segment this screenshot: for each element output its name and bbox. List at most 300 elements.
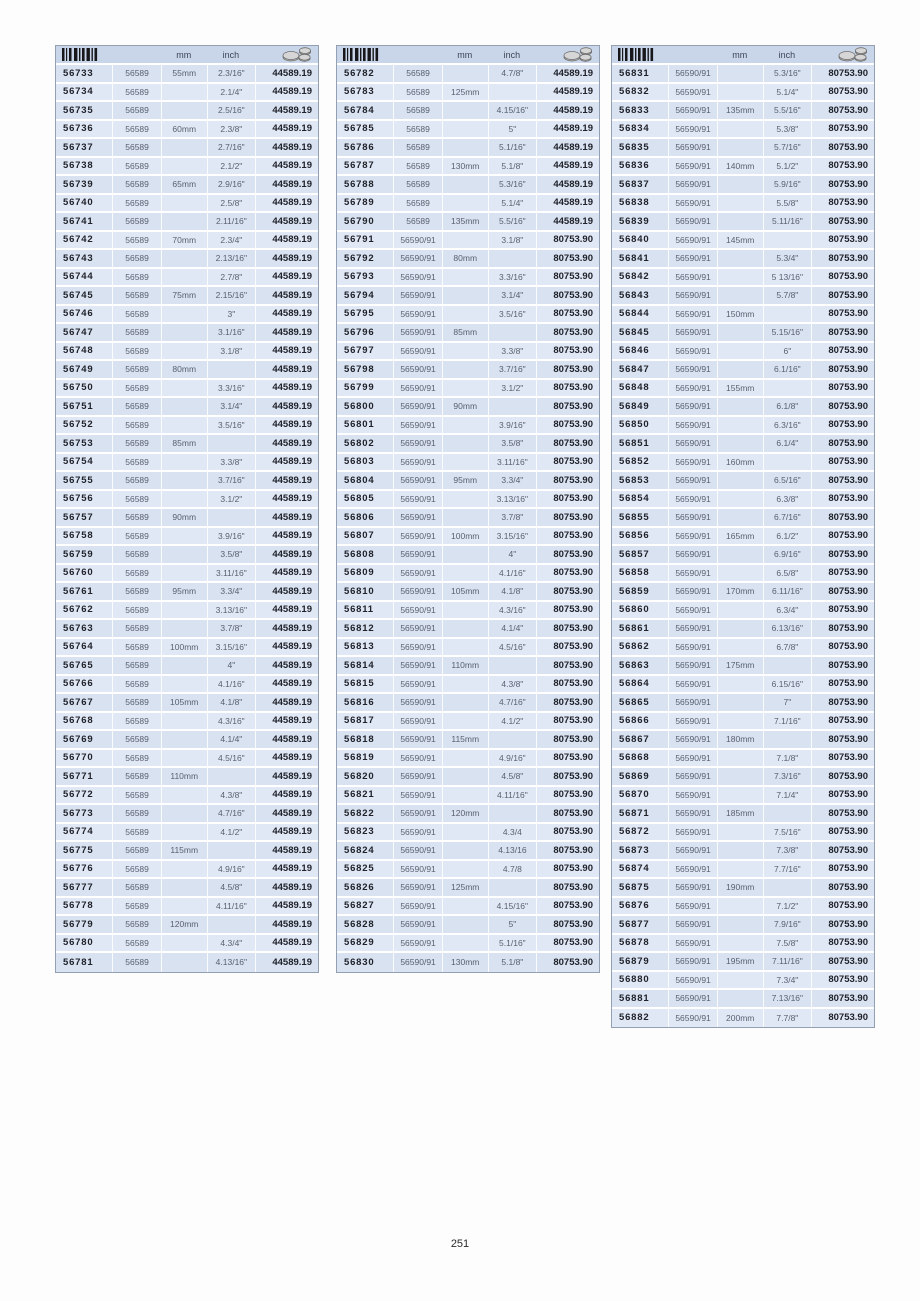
- table-row: [56, 343, 318, 362]
- price-cell: 80753.90: [811, 398, 874, 415]
- size-mm-cell: 185mm: [717, 805, 763, 822]
- table-row: [612, 158, 874, 177]
- size-inch-cell: 6.13/16": [763, 620, 811, 637]
- table-row: [56, 879, 318, 898]
- reference-cell: 56589: [112, 121, 160, 138]
- price-cell: 44589.19: [536, 84, 599, 101]
- size-mm-cell: 130mm: [442, 158, 488, 175]
- size-mm-cell: [442, 287, 488, 304]
- size-mm-cell: 200mm: [717, 1009, 763, 1028]
- reference-cell: 56590/91: [668, 287, 716, 304]
- price-cell: 80753.90: [811, 787, 874, 804]
- size-inch-cell: 5.3/16": [488, 176, 536, 193]
- reference-cell: 56589: [393, 195, 441, 212]
- table-row: [612, 990, 874, 1009]
- size-inch-cell: 5.3/16": [763, 65, 811, 82]
- table-row: [612, 787, 874, 806]
- reference-cell: 56590/91: [668, 213, 716, 230]
- size-inch-cell: [207, 842, 255, 859]
- item-number-cell: 56823: [344, 826, 375, 838]
- table-row: [56, 639, 318, 658]
- reference-cell: 56590/91: [668, 768, 716, 785]
- table-row: [337, 731, 599, 750]
- reference-cell: 56590/91: [668, 842, 716, 859]
- reference-cell: 56589: [112, 898, 160, 915]
- price-cell: 80753.90: [811, 287, 874, 304]
- reference-cell: 56590/91: [668, 602, 716, 619]
- size-inch-cell: 5.15/16": [763, 324, 811, 341]
- size-inch-cell: 6.15/16": [763, 676, 811, 693]
- size-inch-cell: 3.3/4": [488, 472, 536, 489]
- table-row: [337, 84, 599, 103]
- size-inch-cell: 4.13/16": [207, 953, 255, 972]
- size-mm-cell: [161, 324, 207, 341]
- item-number-cell: 56854: [619, 493, 650, 505]
- table-row: [337, 694, 599, 713]
- size-mm-cell: [717, 509, 763, 526]
- size-inch-cell: 2.1/2": [207, 158, 255, 175]
- size-mm-cell: 85mm: [442, 324, 488, 341]
- table-row: [612, 713, 874, 732]
- size-inch-cell: [488, 398, 536, 415]
- size-inch-cell: 4.1/16": [488, 565, 536, 582]
- table-row: [337, 121, 599, 140]
- size-inch-cell: 4.1/2": [488, 713, 536, 730]
- reference-cell: 56590/91: [393, 953, 441, 972]
- table-row: [337, 398, 599, 417]
- size-inch-cell: 3.1/8": [488, 232, 536, 249]
- price-cell: 44589.19: [255, 565, 318, 582]
- reference-cell: 56590/91: [393, 528, 441, 545]
- price-cell: 80753.90: [811, 879, 874, 896]
- price-cell: 80753.90: [811, 842, 874, 859]
- table-row: [56, 898, 318, 917]
- item-number-cell: 56742: [63, 234, 94, 246]
- item-number-cell: 56757: [63, 511, 94, 523]
- item-number-cell: 56881: [619, 992, 650, 1004]
- catalog-table-1: [55, 45, 319, 973]
- mm-column-header: mm: [176, 49, 192, 60]
- reference-cell: 56590/91: [393, 805, 441, 822]
- table-row: [56, 861, 318, 880]
- item-number-cell: 56859: [619, 585, 650, 597]
- price-cell: 80753.90: [811, 750, 874, 767]
- reference-cell: 56590/91: [668, 121, 716, 138]
- size-inch-cell: [763, 454, 811, 471]
- reference-cell: 56589: [112, 102, 160, 119]
- size-mm-cell: [442, 343, 488, 360]
- reference-cell: 56589: [393, 84, 441, 101]
- item-number-cell: 56760: [63, 567, 94, 579]
- price-cell: 80753.90: [811, 861, 874, 878]
- size-mm-cell: 105mm: [161, 694, 207, 711]
- table-row: [56, 694, 318, 713]
- size-inch-cell: 5.5/16": [763, 102, 811, 119]
- barcode-icon: [56, 46, 112, 63]
- reference-cell: 56589: [112, 509, 160, 526]
- size-inch-cell: [207, 435, 255, 452]
- size-mm-cell: 165mm: [717, 528, 763, 545]
- table-row: [56, 454, 318, 473]
- table-row: [56, 953, 318, 972]
- reference-cell: 56590/91: [393, 583, 441, 600]
- table-row: [612, 472, 874, 491]
- size-mm-cell: [442, 435, 488, 452]
- table-row: [56, 805, 318, 824]
- price-cell: 44589.19: [255, 935, 318, 952]
- table-row: [337, 158, 599, 177]
- size-mm-cell: [161, 935, 207, 952]
- size-mm-cell: [442, 935, 488, 952]
- size-inch-cell: 4.1/8": [207, 694, 255, 711]
- price-cell: 80753.90: [811, 417, 874, 434]
- table-row: [56, 731, 318, 750]
- size-inch-cell: 3.11/16": [207, 565, 255, 582]
- price-cell: 80753.90: [536, 472, 599, 489]
- size-mm-cell: 120mm: [442, 805, 488, 822]
- size-mm-cell: 80mm: [442, 250, 488, 267]
- item-number-cell: 56767: [63, 696, 94, 708]
- price-cell: 44589.19: [255, 454, 318, 471]
- price-cell: 80753.90: [811, 269, 874, 286]
- item-number-cell: 56745: [63, 289, 94, 301]
- table-row: [337, 583, 599, 602]
- reference-cell: 56590/91: [668, 102, 716, 119]
- size-inch-cell: 6.5/16": [763, 472, 811, 489]
- size-mm-cell: [442, 269, 488, 286]
- item-number-cell: 56805: [344, 493, 375, 505]
- item-number-cell: 56839: [619, 215, 650, 227]
- size-mm-cell: [717, 472, 763, 489]
- price-cell: 80753.90: [536, 676, 599, 693]
- size-inch-cell: 4.7/16": [207, 805, 255, 822]
- size-mm-cell: [717, 84, 763, 101]
- item-number-cell: 56756: [63, 493, 94, 505]
- price-cell: 80753.90: [536, 842, 599, 859]
- table-row: [56, 602, 318, 621]
- table-row: [612, 343, 874, 362]
- table-row: [337, 842, 599, 861]
- size-inch-cell: 5.1/8": [488, 158, 536, 175]
- item-number-cell: 56861: [619, 622, 650, 634]
- reference-cell: 56589: [112, 935, 160, 952]
- reference-cell: 56589: [112, 195, 160, 212]
- size-mm-cell: [161, 528, 207, 545]
- reference-cell: 56590/91: [668, 824, 716, 841]
- reference-cell: 56589: [393, 65, 441, 82]
- item-number-cell: 56826: [344, 881, 375, 893]
- table-row: [337, 546, 599, 565]
- size-inch-cell: 3.5/16": [488, 306, 536, 323]
- table-row: [612, 232, 874, 251]
- reference-cell: 56589: [112, 676, 160, 693]
- item-number-cell: 56766: [63, 678, 94, 690]
- size-inch-cell: 5.1/16": [488, 935, 536, 952]
- size-mm-cell: [161, 565, 207, 582]
- price-cell: 44589.19: [255, 694, 318, 711]
- item-number-cell: 56860: [619, 604, 650, 616]
- mm-column-header: mm: [457, 49, 473, 60]
- item-number-cell: 56765: [63, 659, 94, 671]
- reference-cell: 56590/91: [393, 898, 441, 915]
- price-cell: 80753.90: [536, 435, 599, 452]
- size-inch-cell: 4.13/16: [488, 842, 536, 859]
- item-number-cell: 56801: [344, 419, 375, 431]
- item-number-cell: 56739: [63, 178, 94, 190]
- price-cell: 80753.90: [811, 491, 874, 508]
- reference-cell: 56589: [393, 176, 441, 193]
- reference-cell: 56590/91: [668, 176, 716, 193]
- table-row: [337, 417, 599, 436]
- reference-cell: 56589: [112, 343, 160, 360]
- size-inch-cell: 6.3/8": [763, 491, 811, 508]
- price-cell: 44589.19: [255, 546, 318, 563]
- price-cell: 80753.90: [536, 953, 599, 972]
- reference-cell: 56589: [112, 546, 160, 563]
- size-mm-cell: [442, 898, 488, 915]
- table-row: [337, 213, 599, 232]
- size-inch-cell: [488, 84, 536, 101]
- table-row: [612, 861, 874, 880]
- price-cell: 44589.19: [255, 306, 318, 323]
- table-row: [56, 287, 318, 306]
- price-cell: 44589.19: [255, 750, 318, 767]
- size-inch-cell: 4.1/4": [488, 620, 536, 637]
- size-mm-cell: [442, 694, 488, 711]
- size-mm-cell: [717, 398, 763, 415]
- price-cell: 44589.19: [255, 805, 318, 822]
- reference-cell: 56590/91: [668, 435, 716, 452]
- reference-cell: 56589: [112, 491, 160, 508]
- size-mm-cell: 100mm: [161, 639, 207, 656]
- table-row: [612, 750, 874, 769]
- size-mm-cell: [161, 269, 207, 286]
- item-number-cell: 56815: [344, 678, 375, 690]
- size-inch-cell: 6.7/16": [763, 509, 811, 526]
- table-row: [612, 676, 874, 695]
- size-inch-cell: 3.7/8": [207, 620, 255, 637]
- size-mm-cell: [717, 343, 763, 360]
- table-row: [612, 879, 874, 898]
- reference-cell: 56590/91: [668, 509, 716, 526]
- size-inch-cell: 3.7/16": [207, 472, 255, 489]
- price-cell: 80753.90: [811, 694, 874, 711]
- size-inch-cell: [488, 805, 536, 822]
- item-number-cell: 56769: [63, 733, 94, 745]
- price-cell: 44589.19: [255, 491, 318, 508]
- inch-column-header: inch: [778, 49, 796, 60]
- item-number-cell: 56741: [63, 215, 94, 227]
- size-mm-cell: [442, 195, 488, 212]
- item-number-cell: 56845: [619, 326, 650, 338]
- price-cell: 44589.19: [255, 102, 318, 119]
- price-cell: 80753.90: [811, 916, 874, 933]
- size-mm-cell: 95mm: [161, 583, 207, 600]
- price-cell: 80753.90: [811, 435, 874, 452]
- table-row: [612, 731, 874, 750]
- item-number-cell: 56807: [344, 530, 375, 542]
- size-mm-cell: 55mm: [161, 65, 207, 82]
- price-cell: 44589.19: [255, 84, 318, 101]
- price-cell: 44589.19: [255, 620, 318, 637]
- reference-cell: 56590/91: [668, 84, 716, 101]
- table-row: [337, 861, 599, 880]
- price-cell: 80753.90: [536, 491, 599, 508]
- size-mm-cell: [161, 398, 207, 415]
- price-cell: 44589.19: [255, 713, 318, 730]
- size-mm-cell: [161, 84, 207, 101]
- size-inch-cell: 4.5/16": [488, 639, 536, 656]
- price-cell: 44589.19: [255, 731, 318, 748]
- item-number-cell: 56838: [619, 197, 650, 209]
- size-inch-cell: 6": [763, 343, 811, 360]
- item-number-cell: 56793: [344, 271, 375, 283]
- price-cell: 80753.90: [811, 250, 874, 267]
- size-mm-cell: [442, 916, 488, 933]
- size-inch-cell: [763, 306, 811, 323]
- reference-cell: 56590/91: [668, 750, 716, 767]
- price-cell: 80753.90: [811, 935, 874, 952]
- price-cell: 80753.90: [536, 620, 599, 637]
- reference-cell: 56590/91: [393, 509, 441, 526]
- size-inch-cell: 4.11/16": [207, 898, 255, 915]
- reference-cell: 56589: [112, 768, 160, 785]
- item-number-cell: 56827: [344, 900, 375, 912]
- reference-cell: 56589: [112, 528, 160, 545]
- size-inch-cell: 3.15/16": [488, 528, 536, 545]
- price-cell: 44589.19: [255, 287, 318, 304]
- table-row: [337, 324, 599, 343]
- table-row: [337, 491, 599, 510]
- table-row: [612, 454, 874, 473]
- reference-cell: 56589: [112, 602, 160, 619]
- table-row: [56, 213, 318, 232]
- item-number-cell: 56821: [344, 789, 375, 801]
- size-inch-cell: [763, 380, 811, 397]
- reference-cell: 56590/91: [393, 491, 441, 508]
- reference-cell: 56589: [112, 324, 160, 341]
- table-row: [56, 435, 318, 454]
- size-mm-cell: [442, 787, 488, 804]
- table-row: [612, 121, 874, 140]
- size-mm-cell: 195mm: [717, 953, 763, 970]
- table-row: [612, 657, 874, 676]
- reference-cell: 56589: [112, 842, 160, 859]
- item-number-cell: 56791: [344, 234, 375, 246]
- size-inch-cell: [763, 731, 811, 748]
- size-mm-cell: [717, 842, 763, 859]
- reference-cell: 56590/91: [393, 435, 441, 452]
- table-row: [337, 879, 599, 898]
- size-mm-cell: 125mm: [442, 879, 488, 896]
- item-number-cell: 56753: [63, 437, 94, 449]
- size-inch-cell: [488, 879, 536, 896]
- item-number-cell: 56856: [619, 530, 650, 542]
- item-number-cell: 56773: [63, 807, 94, 819]
- reference-cell: 56589: [112, 417, 160, 434]
- reference-cell: 56590/91: [393, 676, 441, 693]
- reference-cell: 56589: [112, 583, 160, 600]
- item-number-cell: 56788: [344, 178, 375, 190]
- item-number-cell: 56876: [619, 900, 650, 912]
- item-number-cell: 56774: [63, 826, 94, 838]
- size-inch-cell: 3.7/16": [488, 361, 536, 378]
- item-number-cell: 56817: [344, 715, 375, 727]
- reference-cell: 56589: [112, 435, 160, 452]
- table-row: [337, 787, 599, 806]
- price-cell: 80753.90: [811, 768, 874, 785]
- table-row: [612, 139, 874, 158]
- item-number-cell: 56758: [63, 530, 94, 542]
- table-row: [56, 676, 318, 695]
- reference-cell: 56590/91: [668, 454, 716, 471]
- size-mm-cell: [717, 250, 763, 267]
- item-number-cell: 56812: [344, 622, 375, 634]
- price-cell: 44589.19: [255, 528, 318, 545]
- table-row: [612, 435, 874, 454]
- size-mm-cell: [717, 324, 763, 341]
- item-number-cell: 56783: [344, 86, 375, 98]
- price-cell: 44589.19: [255, 269, 318, 286]
- table-row: [56, 491, 318, 510]
- price-cell: 44589.19: [255, 639, 318, 656]
- reference-cell: 56589: [112, 787, 160, 804]
- table-row: [56, 102, 318, 121]
- price-cell: 80753.90: [536, 546, 599, 563]
- size-inch-cell: [763, 232, 811, 249]
- table-row: [56, 528, 318, 547]
- size-inch-cell: 3.1/16": [207, 324, 255, 341]
- item-number-cell: 56841: [619, 252, 650, 264]
- price-cell: 80753.90: [536, 898, 599, 915]
- size-mm-cell: 145mm: [717, 232, 763, 249]
- table-row: [612, 287, 874, 306]
- table-header: [612, 46, 874, 65]
- table-row: [337, 269, 599, 288]
- size-mm-cell: 85mm: [161, 435, 207, 452]
- table-row: [612, 972, 874, 991]
- size-mm-cell: [717, 768, 763, 785]
- table-row: [56, 620, 318, 639]
- size-inch-cell: [488, 731, 536, 748]
- size-inch-cell: 7.1/4": [763, 787, 811, 804]
- reference-cell: 56590/91: [393, 713, 441, 730]
- reference-header: [112, 46, 160, 63]
- size-inch-cell: 2.7/16": [207, 139, 255, 156]
- reference-cell: 56589: [112, 639, 160, 656]
- item-number-cell: 56852: [619, 456, 650, 468]
- size-mm-cell: [161, 472, 207, 489]
- size-inch-cell: 5.5/16": [488, 213, 536, 230]
- size-inch-cell: 3.3/8": [207, 454, 255, 471]
- price-cell: 44589.19: [255, 657, 318, 674]
- size-mm-cell: [161, 380, 207, 397]
- item-number-cell: 56833: [619, 104, 650, 116]
- price-cell: 44589.19: [255, 787, 318, 804]
- reference-cell: 56590/91: [668, 805, 716, 822]
- reference-cell: 56590/91: [393, 768, 441, 785]
- price-cell: 80753.90: [536, 232, 599, 249]
- item-number-cell: 56782: [344, 67, 375, 79]
- reference-cell: 56590/91: [393, 232, 441, 249]
- table-row: [612, 102, 874, 121]
- item-number-cell: 56865: [619, 696, 650, 708]
- price-cell: 44589.19: [536, 195, 599, 212]
- size-mm-cell: [717, 287, 763, 304]
- table-row: [56, 509, 318, 528]
- table-row: [337, 916, 599, 935]
- size-mm-cell: 135mm: [442, 213, 488, 230]
